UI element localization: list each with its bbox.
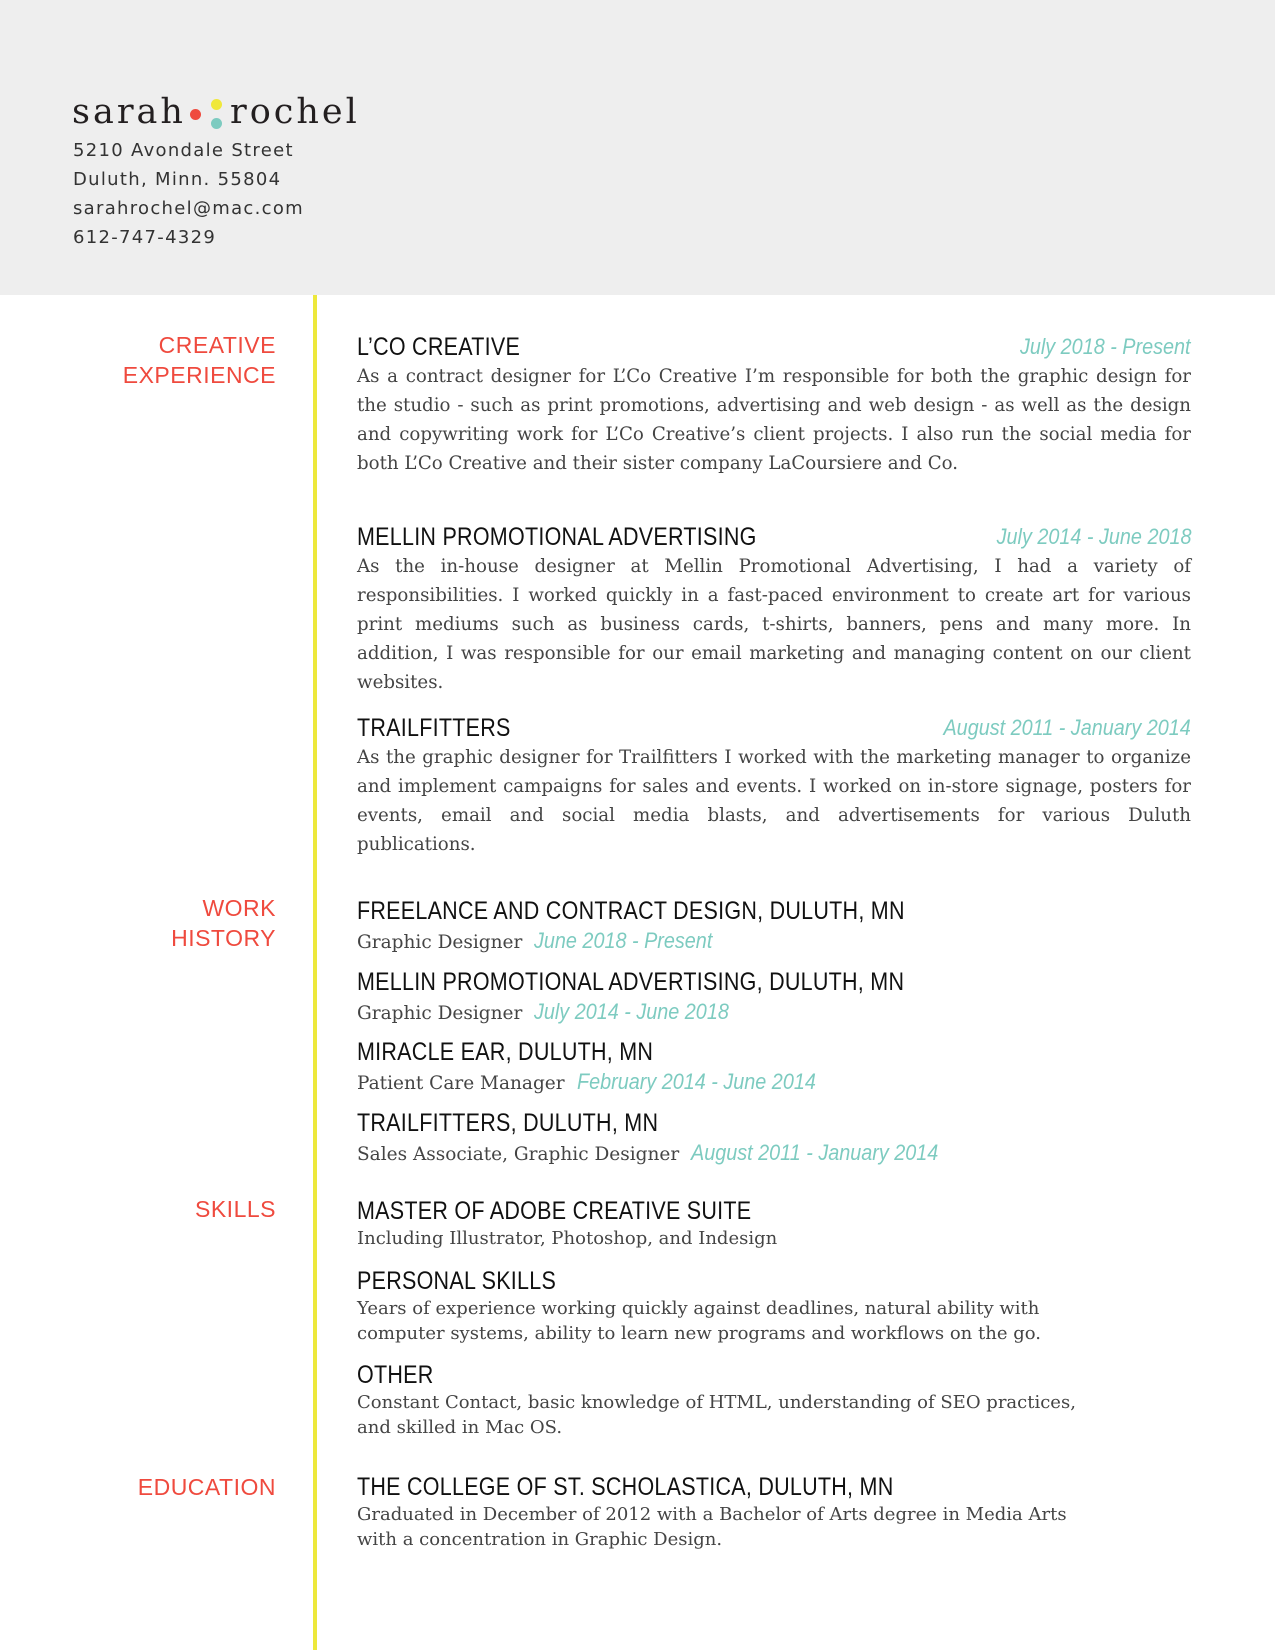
role-date: February 2014 - June 2014 [576, 1069, 816, 1094]
label-line: HISTORY [171, 925, 276, 951]
address-line-1: 5210 Avondale Street [73, 140, 294, 161]
section-label-education [138, 1472, 276, 1502]
vertical-divider [313, 295, 317, 1650]
work-history-entry [357, 1037, 1191, 1097]
label-line: CREATIVE [158, 332, 276, 358]
education-text-line: Graduated in December of 2012 with a Bachelor of Arts degree in Media Arts [357, 1504, 1067, 1525]
entry-header [357, 332, 1191, 362]
entry-date: August 2011 - January 2014 [943, 715, 1191, 740]
name-first: sarah [72, 92, 186, 132]
employer: MIRACLE EAR, DULUTH, MN [357, 1038, 654, 1066]
skill-title: PERSONAL SKILLS [357, 1267, 557, 1295]
role-line [357, 1138, 1191, 1168]
creative-experience-entry [357, 713, 1191, 859]
red-dot-icon [190, 109, 201, 120]
skill-entry [357, 1360, 1191, 1440]
work-history-entry [357, 1108, 1191, 1168]
email-link[interactable]: sarahrochel@mac.com [73, 198, 304, 219]
skill-entry [357, 1196, 1191, 1251]
header-band [0, 0, 1275, 295]
education-entry [357, 1472, 1191, 1552]
contact-info [73, 136, 304, 252]
entry-title: TRAILFITTERS [357, 714, 511, 742]
skill-entry [357, 1266, 1191, 1346]
entry-description: As the in-house designer at Mellin Promotional Advertising, I had a variety of responsibilities. I worked quickly in a fast-paced environment to create art for various print mediums such as business cards, t-shirts, banners, pens and many more. In addition, I was responsible for our email marketing and managing content on our client websites. [357, 556, 1191, 693]
name-logo [72, 92, 360, 132]
section-label-skills [195, 1194, 276, 1224]
entry-title: MELLIN PROMOTIONAL ADVERTISING [357, 523, 757, 551]
skill-text-line: Constant Contact, basic knowledge of HTML, understanding of SEO practices, [357, 1392, 1076, 1413]
education-text-line: with a concentration in Graphic Design. [357, 1529, 723, 1550]
work-history-entry [357, 967, 1191, 1027]
address-line-2: Duluth, Minn. 55804 [73, 169, 282, 190]
role-date: July 2014 - June 2018 [534, 999, 730, 1024]
role-line [357, 926, 1191, 956]
skill-text-line: computer systems, ability to learn new programs and workflows on the go. [357, 1323, 1041, 1344]
phone-number: 612-747-4329 [73, 227, 217, 248]
section-label-work-history [171, 893, 276, 953]
entry-date: July 2018 - Present [1020, 334, 1191, 359]
role-date: August 2011 - January 2014 [691, 1140, 939, 1165]
entry-date: July 2014 - June 2018 [996, 524, 1191, 549]
creative-experience-entry [357, 332, 1191, 478]
entry-header [357, 522, 1191, 552]
entry-header [357, 713, 1191, 743]
skill-title: OTHER [357, 1361, 434, 1389]
section-label-creative-experience [123, 330, 276, 390]
yellow-dot-icon [211, 99, 222, 110]
employer: TRAILFITTERS, DULUTH, MN [357, 1109, 659, 1137]
teal-dot-icon [211, 118, 222, 129]
label-line: EXPERIENCE [122, 362, 276, 388]
school-name: THE COLLEGE OF ST. SCHOLASTICA, DULUTH, MN [357, 1473, 894, 1501]
employer: MELLIN PROMOTIONAL ADVERTISING, DULUTH, MN [357, 968, 905, 996]
entry-title: L’CO CREATIVE [357, 333, 521, 361]
label-line: EDUCATION [137, 1474, 276, 1500]
logo-dots-icon [186, 99, 230, 129]
work-history-entry [357, 896, 1191, 956]
role-line [357, 1067, 1191, 1097]
role-date: June 2018 - Present [534, 928, 713, 953]
role: Graphic Designer [357, 1003, 523, 1024]
role: Patient Care Manager [357, 1073, 565, 1094]
skill-text-line: Including Illustrator, Photoshop, and Indesign [357, 1228, 778, 1249]
skill-text-line: Years of experience working quickly against deadlines, natural ability with [357, 1298, 1040, 1319]
skill-text-line: and skilled in Mac OS. [357, 1417, 563, 1438]
name-last: rochel [229, 92, 360, 132]
label-line: SKILLS [195, 1196, 276, 1222]
role: Sales Associate, Graphic Designer [357, 1144, 680, 1165]
role-line [357, 997, 1191, 1027]
role: Graphic Designer [357, 932, 523, 953]
creative-experience-entry [357, 522, 1191, 697]
entry-description: As the graphic designer for Trailfitters I worked with the marketing manager to organize and implement campaigns for sales and events. I worked on in-store signage, posters for events, email and social media blasts, and advertisements for various Duluth publications. [357, 747, 1191, 855]
skill-title: MASTER OF ADOBE CREATIVE SUITE [357, 1197, 752, 1225]
employer: FREELANCE AND CONTRACT DESIGN, DULUTH, MN [357, 897, 905, 925]
entry-description: As a contract designer for L’Co Creative I’m responsible for both the graphic design for the studio - such as print promotions, advertising and web design - as well as the design and copywriting work for L’Co Creative’s client projects. I also run the social media for both L’Co Creative and their sister company LaCoursiere and Co. [357, 366, 1191, 474]
label-line: WORK [202, 895, 276, 921]
